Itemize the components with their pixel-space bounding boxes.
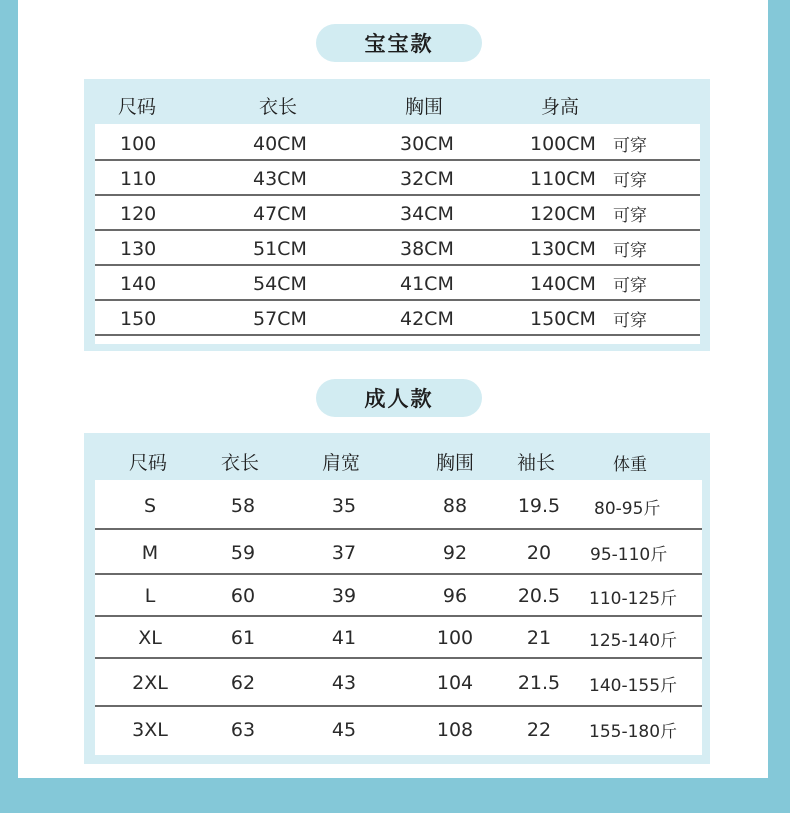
baby-header-height: 身高 — [541, 96, 580, 118]
baby-cell-chest: 42CM — [400, 307, 454, 330]
adult-cell-shoulder: 41 — [331, 627, 357, 649]
adult-cell-weight: 155-180斤 — [589, 722, 678, 742]
baby-cell-note: 可穿 — [613, 136, 647, 156]
baby-cell-note: 可穿 — [613, 206, 647, 226]
adult-cell-sleeve: 19.5 — [517, 495, 561, 517]
adult-cell-sleeve: 20 — [526, 541, 552, 564]
table-row — [95, 301, 700, 336]
baby-cell-height: 100CM — [530, 132, 596, 155]
baby-cell-note: 可穿 — [613, 241, 647, 261]
adult-cell-shoulder: 43 — [331, 672, 357, 694]
adult-cell-chest: 88 — [442, 495, 468, 517]
adult-cell-size: 3XL — [132, 718, 168, 741]
table-row — [95, 482, 702, 530]
baby-header-size: 尺码 — [118, 96, 157, 118]
table-row — [95, 659, 702, 707]
adult-cell-size: M — [141, 541, 159, 564]
table-row — [95, 161, 700, 196]
adult-cell-sleeve: 20.5 — [517, 585, 561, 607]
adult-header-chest: 胸围 — [436, 452, 475, 474]
baby-table-body — [95, 124, 700, 344]
adult-cell-size: 2XL — [132, 672, 168, 694]
baby-cell-chest: 41CM — [400, 272, 454, 295]
adult-cell-shoulder: 39 — [331, 585, 357, 607]
adult-cell-length: 59 — [230, 541, 256, 564]
baby-cell-length: 51CM — [253, 237, 307, 260]
baby-cell-chest: 38CM — [400, 237, 454, 260]
baby-cell-chest: 30CM — [400, 132, 454, 155]
adult-section-title: 成人款 — [316, 379, 482, 417]
baby-cell-note: 可穿 — [613, 276, 647, 296]
adult-cell-chest: 104 — [436, 672, 474, 694]
adult-header-size: 尺码 — [129, 452, 168, 474]
baby-cell-size: 140 — [120, 272, 157, 295]
adult-cell-chest: 100 — [436, 627, 474, 649]
adult-cell-length: 60 — [230, 585, 256, 607]
adult-cell-chest: 96 — [442, 585, 468, 607]
adult-header-weight: 体重 — [613, 455, 647, 475]
adult-cell-weight: 95-110斤 — [590, 545, 668, 565]
adult-header-length: 衣长 — [221, 452, 260, 474]
table-row — [95, 196, 700, 231]
baby-cell-note: 可穿 — [613, 171, 647, 191]
table-row — [95, 707, 702, 752]
baby-cell-length: 47CM — [253, 202, 307, 225]
adult-cell-length: 61 — [230, 627, 256, 649]
adult-cell-sleeve: 22 — [526, 718, 552, 741]
adult-cell-size: L — [144, 585, 156, 607]
row-divider — [95, 334, 700, 336]
baby-cell-height: 110CM — [530, 167, 596, 190]
baby-cell-size: 120 — [120, 202, 157, 225]
baby-cell-note: 可穿 — [613, 311, 647, 331]
table-row — [95, 266, 700, 301]
adult-cell-weight: 125-140斤 — [589, 630, 678, 651]
table-row — [95, 126, 700, 161]
baby-cell-chest: 34CM — [400, 202, 454, 225]
adult-cell-chest: 92 — [442, 541, 468, 564]
baby-cell-length: 40CM — [253, 132, 307, 155]
baby-cell-size: 100 — [120, 132, 157, 155]
adult-header-shoulder: 肩宽 — [322, 452, 361, 474]
baby-cell-height: 150CM — [530, 307, 596, 330]
frame-left-border — [0, 0, 18, 790]
adult-cell-shoulder: 37 — [331, 541, 357, 564]
baby-cell-size: 150 — [120, 307, 157, 330]
adult-cell-shoulder: 45 — [331, 718, 357, 741]
table-row — [95, 530, 702, 575]
table-row — [95, 231, 700, 266]
baby-cell-length: 54CM — [253, 272, 307, 295]
adult-cell-sleeve: 21 — [526, 627, 552, 649]
adult-cell-weight: 110-125斤 — [589, 588, 678, 609]
adult-cell-weight: 80-95斤 — [594, 498, 661, 519]
table-row — [95, 575, 702, 617]
adult-cell-length: 63 — [230, 718, 256, 741]
adult-table-body — [95, 480, 702, 755]
adult-cell-weight: 140-155斤 — [589, 675, 678, 696]
baby-cell-height: 120CM — [530, 202, 596, 225]
adult-cell-length: 58 — [230, 495, 256, 517]
adult-cell-length: 62 — [230, 672, 256, 694]
frame-right-border — [768, 0, 790, 790]
baby-header-chest: 胸围 — [405, 96, 444, 118]
baby-cell-size: 130 — [120, 237, 157, 260]
table-row — [95, 617, 702, 659]
baby-cell-length: 43CM — [253, 167, 307, 190]
adult-cell-chest: 108 — [436, 718, 474, 741]
adult-header-sleeve: 袖长 — [517, 452, 556, 474]
baby-cell-height: 130CM — [530, 237, 596, 260]
baby-cell-height: 140CM — [530, 272, 596, 295]
baby-section-title: 宝宝款 — [316, 24, 482, 62]
baby-header-length: 衣长 — [259, 96, 298, 118]
frame-bottom-border — [0, 778, 790, 813]
adult-cell-sleeve: 21.5 — [517, 672, 561, 694]
baby-cell-length: 57CM — [253, 307, 307, 330]
adult-cell-shoulder: 35 — [331, 495, 357, 517]
adult-cell-size: S — [143, 495, 157, 517]
baby-cell-chest: 32CM — [400, 167, 454, 190]
baby-cell-size: 110 — [120, 167, 157, 190]
adult-cell-size: XL — [138, 627, 162, 649]
